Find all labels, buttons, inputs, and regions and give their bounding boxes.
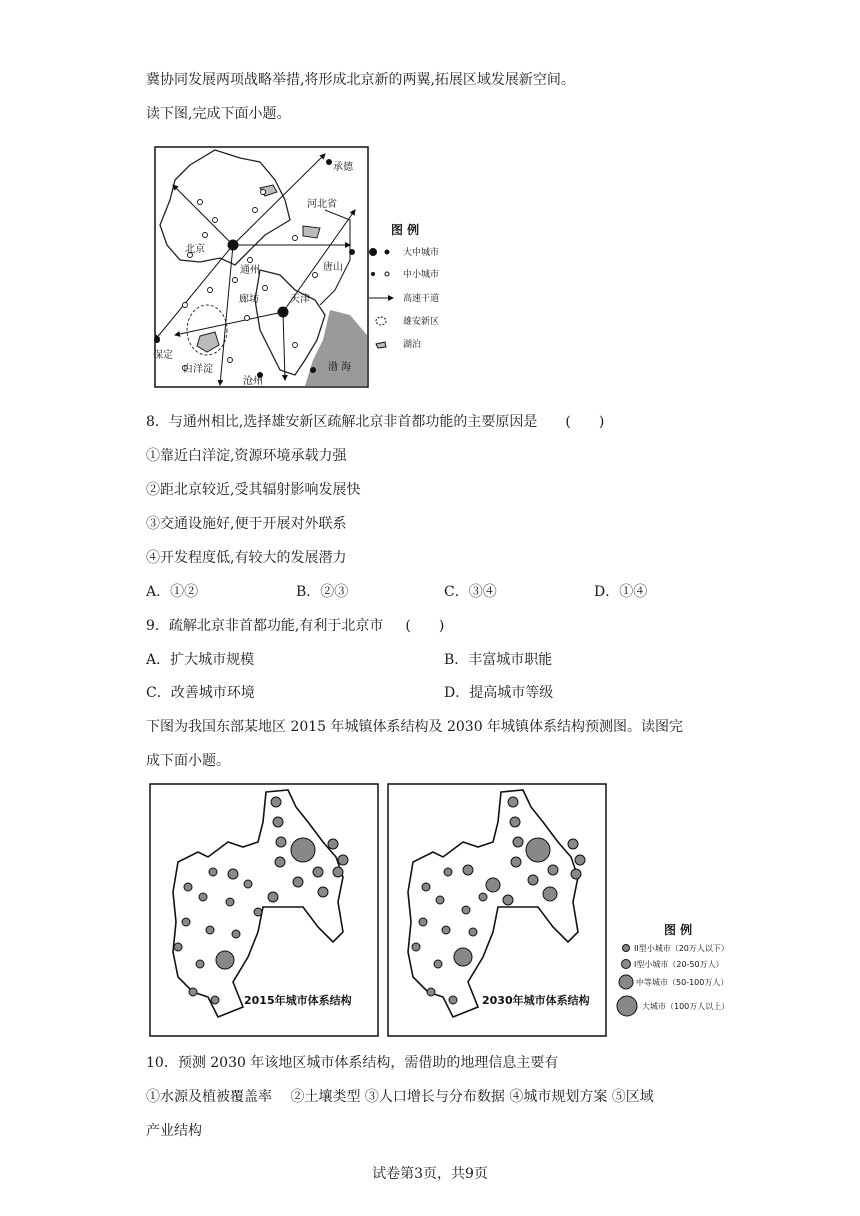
label-hebei: 河北省 — [307, 199, 337, 210]
intro2-line-2: 成下面小题。 — [146, 753, 230, 769]
map2030-title: 2030年城市体系结构 — [482, 994, 590, 1007]
page-footer: 试卷第3页，共9页 — [372, 1166, 488, 1182]
q8-s2: ②距北京较近,受其辐射影响发展快 — [146, 482, 361, 498]
label-bohai: 渤 海 — [328, 362, 352, 373]
q8-option-a[interactable]: A．①② — [146, 584, 199, 600]
map2015-title: 2015年城市体系结构 — [244, 994, 352, 1007]
legend-type1-small: I型小城市（20-50万人） — [634, 960, 724, 969]
q10-line-3: 产业结构 — [146, 1123, 202, 1139]
q8-s1: ①靠近白洋淀,资源环境承载力强 — [146, 448, 347, 464]
intro-line-2: 读下图,完成下面小题。 — [146, 106, 291, 122]
label-cangzhou: 沧州 — [243, 376, 263, 387]
q8-stem: 8．与通州相比,选择雄安新区疏解北京非首都功能的主要原因是 ( ) — [146, 414, 605, 430]
q10-line-2: ①水源及植被覆盖率 ②土壤类型 ③人口增长与分布数据 ④城市规划方案 ⑤区域 — [146, 1089, 654, 1105]
lake — [303, 226, 320, 238]
legend-large: 大城市（100万人以上） — [642, 1002, 730, 1011]
legend-small-city: 中小城市 — [403, 270, 440, 280]
map-beijing-region — [145, 140, 465, 398]
label-tangshan: 唐山 — [323, 262, 343, 273]
q10-stem: 10．预测 2030 年该地区城市体系结构，需借助的地理信息主要有 — [146, 1055, 559, 1071]
legend-lake: 湖泊 — [403, 340, 422, 350]
legend-highway: 高速干道 — [403, 294, 440, 304]
q8-option-d[interactable]: D．①④ — [594, 584, 648, 600]
q9-option-d[interactable]: D．提高城市等级 — [444, 685, 554, 701]
label-langfang: 廊坊 — [239, 294, 259, 305]
q9-stem: 9．疏解北京非首都功能,有利于北京市 ( ) — [146, 618, 445, 634]
label-tongzhou: 通州 — [240, 265, 260, 276]
legend-large-city: 大中城市 — [403, 248, 440, 258]
label-baiyangdian: 白洋淀 — [183, 364, 213, 375]
legend-type2-small: II型小城市（20万人以下） — [634, 944, 729, 953]
q8-s3: ③交通设施好,便于开展对外联系 — [146, 516, 347, 532]
label-baoding: 保定 — [153, 350, 173, 361]
label-tianjin: 天津 — [290, 294, 310, 305]
q8-option-b[interactable]: B．②③ — [296, 584, 349, 600]
intro-line-1: 冀协同发展两项战略举措,将形成北京新的两翼,拓展区域发展新空间。 — [146, 72, 575, 88]
city-system-maps — [148, 782, 788, 1040]
intro2-line-1: 下图为我国东部某地区 2015 年城镇体系结构及 2030 年城镇体系结构预测图。读图完 — [146, 719, 684, 735]
legend-medium: 中等城市（50-100万人） — [636, 978, 729, 987]
beijing-city — [228, 240, 239, 251]
legend-xiongan: 雄安新区 — [403, 317, 440, 327]
q9-option-b[interactable]: B．丰富城市职能 — [444, 652, 553, 668]
q8-s4: ④开发程度低,有较大的发展潜力 — [146, 550, 347, 566]
q8-option-c[interactable]: C．③④ — [444, 584, 497, 600]
label-beijing: 北京 — [185, 244, 205, 255]
q9-option-a[interactable]: A．扩大城市规模 — [146, 652, 255, 668]
q9-option-c[interactable]: C．改善城市环境 — [146, 685, 255, 701]
tianjin-city — [278, 307, 289, 318]
label-chengde: 承德 — [333, 162, 353, 173]
map2-legend-title: 图 例 — [664, 923, 693, 937]
map1-legend-title: 图 例 — [391, 223, 420, 237]
